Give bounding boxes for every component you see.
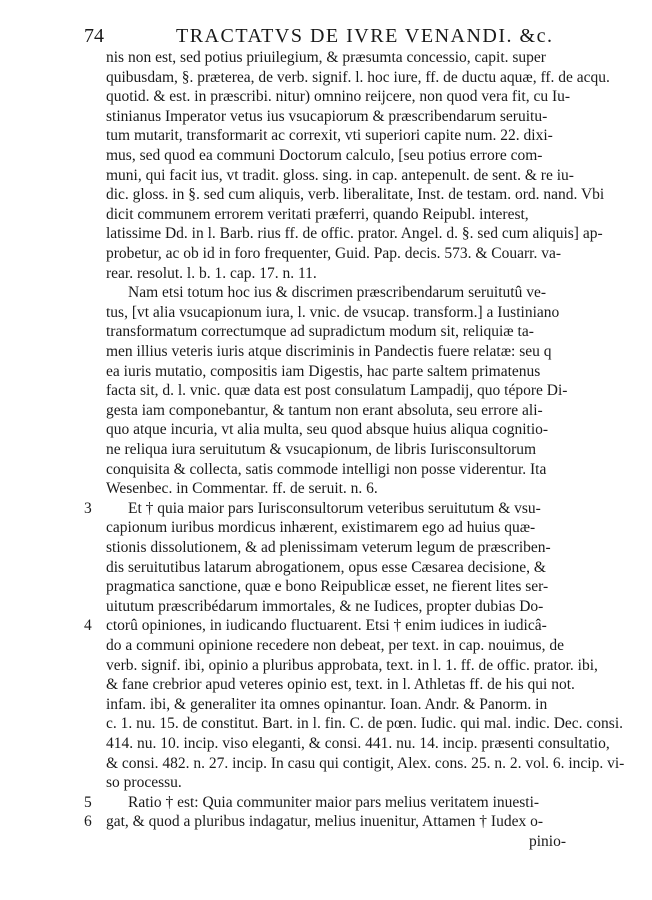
text-line: uitutum præscribédarum immortales, & ne Iudices, propter dubias Do- — [106, 597, 544, 615]
text-line: Ratio † est: Quia communiter maior pars melius veritatem inuesti- — [128, 793, 540, 811]
margin-number: 3 — [84, 499, 92, 517]
text-line: capionum iuribus mordicus inhærent, existimarem ego ad huius quæ- — [106, 519, 536, 537]
text-line: stionis dissolutionem, & ad plenissimam veterum legum de præscriben- — [106, 539, 551, 556]
text-line: pragmatica sanctione, quæ e bono Reipublicæ esset, ne fierent lites ser- — [106, 578, 549, 596]
text-line: ne reliqua iura seruitutum & vsucapionum, de libris Iurisconsultorum — [106, 441, 537, 458]
text-line: do a communi opinione recedere non debeat, per text. in cap. nouimus, de — [106, 637, 564, 654]
text-line: dicit communem errorem veritati præferri, quando Reipubl. interest, — [106, 205, 529, 223]
text-line: facta sit, d. l. vnic. quæ data est post consulatum Lampadij, quo tépore Di- — [106, 382, 568, 400]
text-line: & fane crebrior apud veteres opinio est, text. in l. Athletas ff. de his qui not. — [106, 676, 575, 694]
text-line: gesta iam componebantur, & tantum non erant absoluta, seu errore ali- — [106, 401, 543, 419]
text-line: dic. gloss. in §. sed cum aliquis, verb. liberalitate, Inst. de testam. ord. nand. Vbi — [106, 186, 605, 204]
text-line: & consi. 482. n. 27. incip. In casu qui contigit, Alex. cons. 25. n. 2. vol. 6. incip. vi- — [106, 754, 625, 772]
page-number: 74 — [84, 25, 104, 47]
text-line: tum mutarit, transformarit ac correxit, vti superiori capite num. 22. dixi- — [106, 127, 553, 145]
text-line: ctorû opiniones, in iudicando fluctuarent. Etsi † enim iudices in iudicâ- — [106, 617, 547, 635]
text-line: quo atque incuria, vt alia multa, seu quod absque huius aliqua cognitio- — [106, 421, 549, 439]
text-line: men illius veteris iuris atque discriminis in Pandectis fuere relatæ: seu q — [106, 343, 552, 360]
margin-number: 6 — [84, 813, 92, 831]
text-line: quibusdam, §. præterea, de verb. signif. l. hoc iure, ff. de ductu aquæ, ff. de acqu. — [106, 68, 610, 86]
text-line: 414. nu. 10. incip. viso eleganti, & consi. 441. nu. 14. incip. præsenti consultatio, — [106, 735, 610, 752]
page-header — [84, 24, 584, 48]
text-line: mus, sed quod ea communi Doctorum calculo, [seu potius errore com- — [106, 147, 543, 164]
text-line: nis non est, sed potius priuilegium, & præsumta concessio, capit. super — [106, 49, 546, 66]
text-line: probetur, ac ob id in foro frequenter, Guid. Pap. decis. 573. & Couarr. va- — [106, 245, 562, 262]
text-line: so processu. — [106, 774, 182, 792]
text-line: muni, qui facit ius, vt tradit. gloss. sing. in cap. antepenult. de sent. & re iu- — [106, 166, 574, 184]
text-line: latissime Dd. in l. Barb. rius ff. de offic. prator. Angel. d. §. sed cum aliquis] ap- — [106, 225, 603, 243]
text-line: transformatum correctumque ad supradictum modum sit, reliquiæ ta- — [106, 323, 534, 341]
text-line: dis seruitutibus latarum abrogationem, opus esse Cæsarea decisione, & — [106, 558, 546, 576]
text-line: Nam etsi totum hoc ius & discrimen præscribendarum seruitutû ve- — [128, 284, 546, 302]
text-line: ea iuris mutatio, compositis iam Digestis, hac parte saltem primatenus — [106, 362, 541, 380]
text-line: tus, [vt alia vsucapionum iura, l. vnic. de vsucap. transform.] a Iustiniano — [106, 303, 560, 321]
text-line: gat, & quod a pluribus indagatur, melius inuenitur, Attamen † Iudex o- — [106, 813, 543, 831]
text-line: conquisita & collecta, satis commode intelligi non posse viderentur. Ita — [106, 460, 547, 478]
text-line: Wesenbec. in Commentar. ff. de seruit. n. 6. — [106, 480, 378, 498]
margin-number: 4 — [84, 617, 92, 635]
margin-number: 5 — [84, 793, 92, 811]
running-title: TRACTATVS DE IVRE VENANDI. &c. — [176, 25, 554, 47]
text-line: pinio- — [528, 833, 566, 850]
text-line: c. 1. nu. 15. de constitut. Bart. in l. fin. C. de pœn. Iudic. qui mal. indic. Dec. consi. — [106, 715, 624, 733]
text-line: rear. resolut. l. b. 1. cap. 17. n. 11. — [106, 264, 317, 282]
text-line: Et † quia maior pars Iurisconsultorum veteribus seruitutum & vsu- — [128, 499, 541, 517]
text-line: quotid. & est. in præscribi. nitur) omnino reijcere, non quod vera fit, cu Iu- — [106, 88, 571, 106]
text-line: verb. signif. ibi, opinio a pluribus approbata, text. in l. 1. ff. de offic. prator. ibi, — [106, 656, 598, 674]
text-line: stinianus Imperator vetus ius vsucapiorum & præscribendarum seruitu- — [106, 107, 548, 125]
text-line: infam. ibi, & generaliter ita omnes opinantur. Ioan. Andr. & Panorm. in — [106, 695, 548, 713]
